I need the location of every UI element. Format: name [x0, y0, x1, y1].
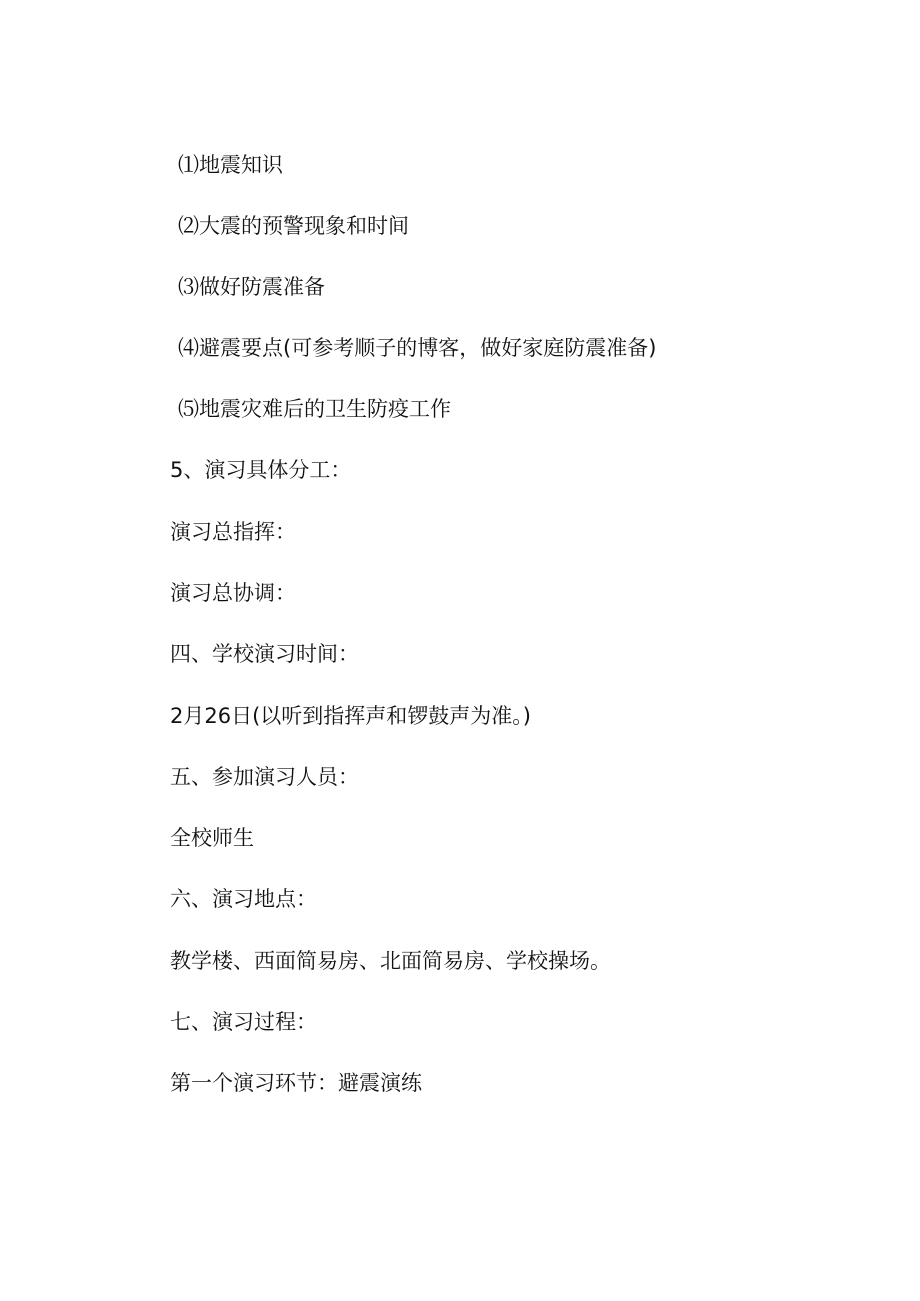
section-process-heading: 七、演习过程： [170, 1010, 317, 1034]
knowledge-item-1: ⑴地震知识 [178, 153, 283, 177]
commander-label: 演习总指挥： [170, 520, 296, 544]
section-division-heading: 5、演习具体分工： [170, 458, 352, 482]
knowledge-item-3: ⑶做好防震准备 [178, 275, 325, 299]
section-time-heading: 四、学校演习时间： [170, 642, 359, 666]
knowledge-item-2: ⑵大震的预警现象和时间 [178, 214, 409, 238]
section-location-heading: 六、演习地点： [170, 887, 317, 911]
coordinator-label: 演习总协调： [170, 581, 296, 605]
knowledge-item-4: ⑷避震要点(可参考顺子的博客，做好家庭防震准备) [178, 336, 657, 360]
section-participants-heading: 五、参加演习人员： [170, 765, 359, 789]
knowledge-item-5: ⑸地震灾难后的卫生防疫工作 [178, 397, 451, 421]
first-drill-step-text: 第一个演习环节：避震演练 [170, 1071, 422, 1095]
drill-date-text: 2月26日(以听到指挥声和锣鼓声为准。) [170, 704, 531, 728]
participants-text: 全校师生 [170, 826, 254, 850]
location-text: 教学楼、西面简易房、北面简易房、学校操场。 [170, 949, 611, 973]
